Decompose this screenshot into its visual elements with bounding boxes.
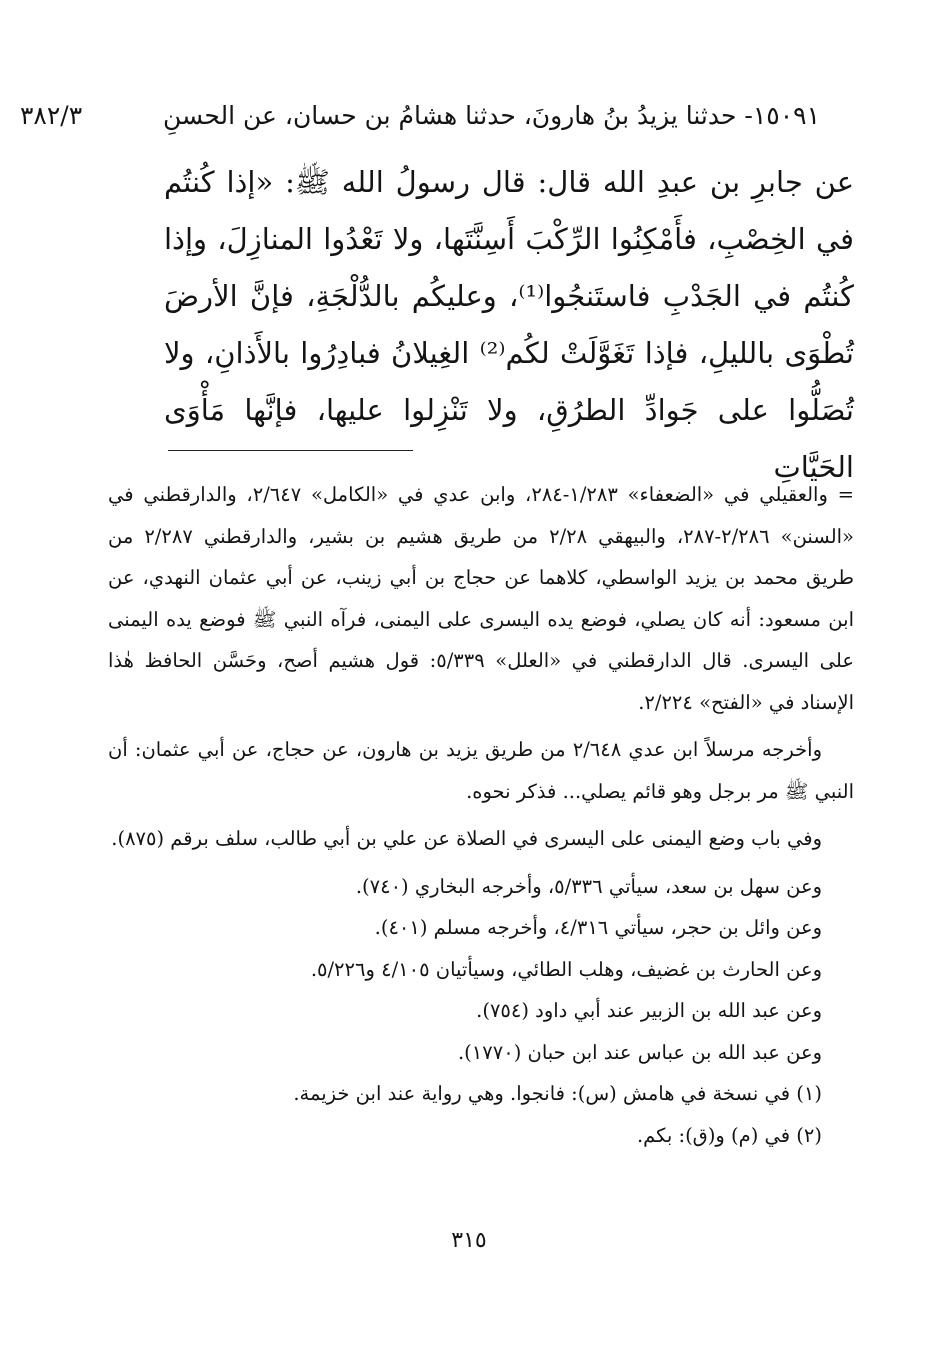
- footnote-harith-ibn-ghudayf: وعن الحارث بن غضيف، وهلب الطائي، وسيأتيان ٤/١٠٥ و٥/٢٢٦.: [310, 957, 822, 981]
- footnote-separator: [168, 450, 413, 451]
- footnote-paragraph-mursal: وأخرجه مرسلاً ابن عدي ٢/٦٤٨ من طريق يزيد بن هارون، عن حجاج، عن أبي عثمان: أن النبي ﷺ مر برجل وهو قائم يصلي... فذكر نحوه.: [108, 738, 854, 803]
- hadith-text: عن جابرِ بن عبدِ الله قال: قال رسولُ الله ﷺ: «إذا كُنتُم في الخِصْبِ، فأَمْكِنُوا الرِّكْبَ أَسِنَّتَها، ولا تَعْدُوا المنازِلَ، وإذا كُنتُم في الجَدْبِ فاستَنجُوا⁽¹⁾، وعليكُم بالدُّلْجَةِ، فإنَّ الأرضَ تُطْوَى بالليلِ، فإذا تَغَوَّلَتْ لكُم⁽²⁾ الغِيلانُ فبادِرُوا بالأَذانِ، ولا تُصَلُّوا على جَوادِّ الطرُقِ، ولا تَنْزِلوا عليها، فإنَّها مَأْوَى الحَيَّاتِ: [164, 165, 854, 484]
- page-number: ٣١٥: [451, 1228, 487, 1253]
- footnote-2: (٢) في (م) و(ق): بكم.: [636, 1123, 822, 1147]
- volume-page-reference: ٣٨٢/٣: [20, 101, 83, 130]
- footnote-ibn-abbas: وعن عبد الله بن عباس عند ابن حبان (١٧٧٠).: [457, 1040, 822, 1064]
- footnote-paragraph-bab: وفي باب وضع اليمنى على اليسرى في الصلاة عن علي بن أبي طالب، سلف برقم (٨٧٥).: [111, 827, 822, 850]
- footnotes-section: [108, 474, 854, 1156]
- footnote-ibn-zubayr: وعن عبد الله بن الزبير عند أبي داود (٧٥٤).: [476, 999, 822, 1022]
- footnote-wail-ibn-hujr: وعن وائل بن حجر، سيأتي ٤/٣١٦، وأخرجه مسلم (٤٠١).: [374, 916, 822, 939]
- hadith-first-line: ١٥٠٩١- حدثنا يزيدُ بنُ هارونَ، حدثنا هشامُ بن حسان، عن الحسنِ: [163, 101, 820, 130]
- footnote-sahl-ibn-saad: وعن سهل بن سعد، سيأتي ٥/٣٣٦، وأخرجه البخاري (٧٤٠).: [355, 874, 822, 898]
- footnote-paragraph-continuation: = والعقيلي في «الضعفاء» ١/٢٨٣-٢٨٤، وابن عدي في «الكامل» ٢/٦٤٧، والدارقطني في «السنن» ٢/٢٨٦-٢٨٧، والبيهقي ٢/٢٨ من طريق هشيم بن بشير، والدارقطني ٢/٢٨٧ من طريق محمد بن يزيد الواسطي، كلاهما عن حجاج بن أبي زينب، عن أبي عثمان النهدي، عن ابن مسعود: أنه كان يصلي، فوضع يده اليسرى على اليمنى، فرآه النبي ﷺ فوضع يده اليمنى على اليسرى. قال الدارقطني في «العلل» ٥/٣٣٩: قول هشيم أصح، وحَسَّن الحافظ هٰذا الإسناد في «الفتح» ٢/٢٢٤.: [108, 483, 855, 714]
- footnote-1: (١) في نسخة في هامش (س): فانجوا. وهي رواية عند ابن خزيمة.: [293, 1082, 822, 1105]
